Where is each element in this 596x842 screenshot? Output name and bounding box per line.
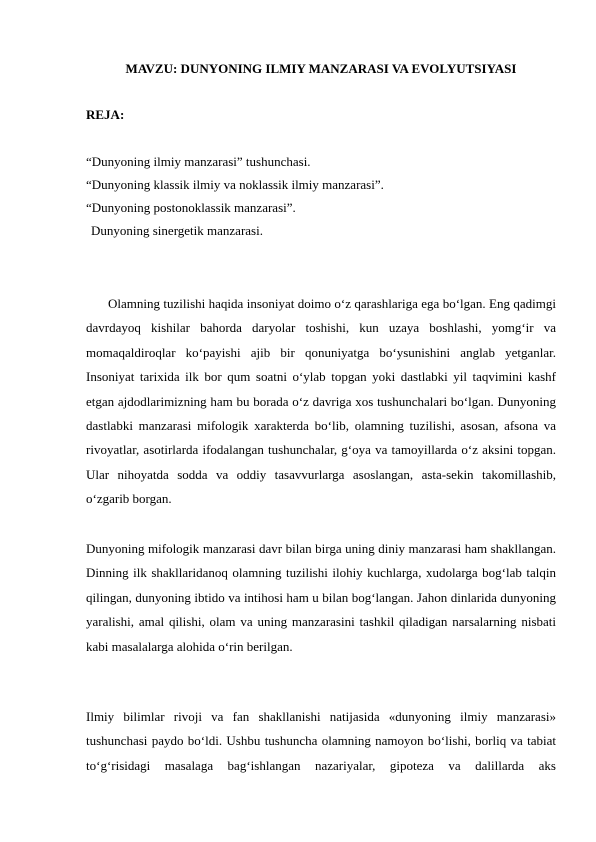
document-title: MAVZU: DUNYONING ILMIY MANZARASI VA EVOLYUTSIYASI	[125, 61, 517, 76]
body-paragraph: Ilmiy bilimlar rivoji va fan shakllanishi natijasida «dunyoning ilmiy manzarasi» tushunchasi paydo bo‘ldi. Ushbu tushuncha olamning namoyon bo‘lishi, borliq va tabiat to‘g‘risidagi masalaga bag‘ishlangan nazariyalar, gipoteza va dalillarda aks	[86, 709, 556, 773]
plan-heading: REJA:	[86, 107, 125, 122]
plan-list	[86, 150, 556, 242]
plan-item: “Dunyoning postonoklassik manzarasi”.	[86, 200, 296, 215]
plan-item: Dunyoning sinergetik manzarasi.	[91, 223, 263, 238]
plan-item: “Dunyoning klassik ilmiy va noklassik ilmiy manzarasi”.	[86, 177, 384, 192]
plan-item: “Dunyoning ilmiy manzarasi” tushunchasi.	[86, 154, 311, 169]
body-paragraph: Dunyoning mifologik manzarasi davr bilan birga uning diniy manzarasi ham shakllangan. Dinning ilk shakllaridanoq olamning tuzilishi ilohiy kuchlarga, xudolarga bog‘lab talqin qilingan, dunyoning ibtido va intihosi ham u bilan bog‘langan. Jahon dinlarida dunyoning yaralishi, amal qilishi, olam va uning manzarasini tashkil qiladigan narsalarning nisbati kabi masalalarga alohida o‘rin berilgan.	[86, 541, 556, 654]
body-paragraph: Olamning tuzilishi haqida insoniyat doimo o‘z qarashlariga ega bo‘lgan. Eng qadimgi davrdayoq kishilar bahorda daryolar toshishi, kun uzaya boshlashi, yomg‘ir va momaqaldiroqlar ko‘payishi ajib bir qonuniyatga bo‘ysunishini anglab yetganlar. Insoniyat tarixida ilk bor qum soatni o‘ylab topgan yoki dastlabki yil taqvimini kashf etgan ajdodlarimizning ham bu borada o‘z davriga xos tushunchalari bo‘lgan. Dunyoning dastlabki manzarasi mifologik xarakterda bo‘lib, olamning tuzilishi, asosan, afsona va rivoyatlar, asotirlarda ifodalangan tushunchalar, g‘oya va tamoyillarda o‘z aksini topgan. Ular nihoyatda sodda va oddiy tasavvurlarga asoslangan, asta-sekin takomillashib, o‘zgarib borgan.	[86, 296, 556, 507]
